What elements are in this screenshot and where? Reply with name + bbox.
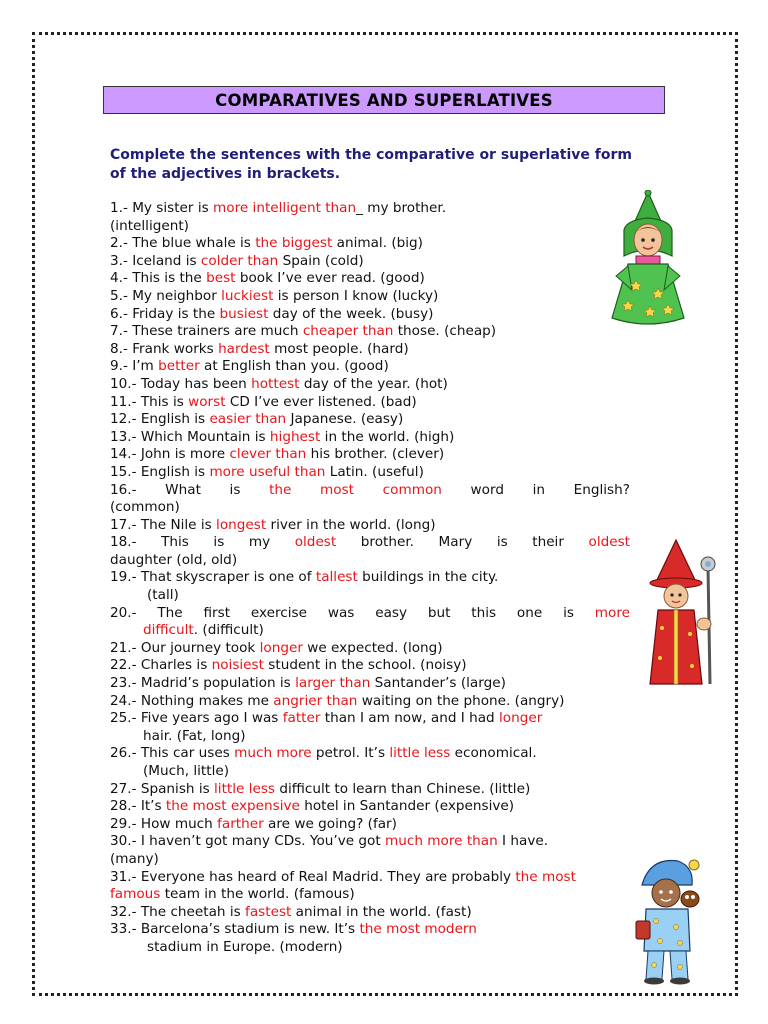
exercise-line <box>110 341 630 359</box>
exercise-item-33 <box>110 921 630 956</box>
answer-text: oldest <box>588 534 630 551</box>
sentence-text: 20.- The first exercise was easy but this one is <box>110 604 595 621</box>
sentence-text: 18.- This is my <box>110 534 295 551</box>
exercise-item-17 <box>110 517 630 535</box>
sentence-text: 25.- Five years ago I was <box>110 710 283 727</box>
exercise-line <box>110 781 630 799</box>
sentence-text: student in the school. (noisy) <box>263 657 467 674</box>
exercise-line <box>110 886 630 904</box>
exercise-line <box>110 482 630 500</box>
exercise-line <box>110 816 630 834</box>
answer-text: the most modern <box>359 921 477 938</box>
exercise-line <box>110 622 630 640</box>
answer-text: cheaper than <box>302 323 394 340</box>
sentence-text: 26.- This car uses <box>110 745 235 762</box>
sentence-text: than I am now, and I had <box>320 710 500 727</box>
answer-text: longest <box>216 516 267 533</box>
answer-text: the most <box>515 868 576 885</box>
exercise-list <box>110 200 630 957</box>
sentence-text: hair. (Fat, long) <box>143 727 246 744</box>
answer-text: clever than <box>229 446 307 463</box>
sentence-text: 16.- What is <box>110 481 270 498</box>
exercise-line <box>110 605 630 623</box>
sentence-text: Japanese. (easy) <box>286 411 404 428</box>
exercise-line <box>110 411 630 429</box>
exercise-item-14 <box>110 446 630 464</box>
exercise-item-25 <box>110 710 630 745</box>
sentence-text: 3.- Iceland is <box>110 252 201 269</box>
sentence-text: 1.- My sister is <box>110 200 214 216</box>
sentence-text: 9.- I’m <box>110 358 159 375</box>
answer-text: busiest <box>219 305 269 322</box>
exercise-line <box>110 376 630 394</box>
sentence-text: Latin. (useful) <box>325 463 424 480</box>
sentence-text: I have. <box>497 833 549 850</box>
answer-text: hardest <box>218 340 270 357</box>
sentence-text: 12.- English is <box>110 411 210 428</box>
exercise-item-16 <box>110 482 630 517</box>
exercise-item-24 <box>110 693 630 711</box>
answer-text: better <box>158 358 200 375</box>
sentence-text: 4.- This is the <box>110 270 207 287</box>
exercise-item-8 <box>110 341 630 359</box>
answer-text: fatter <box>282 710 321 727</box>
answer-text: colder than <box>200 252 279 269</box>
exercise-line <box>110 904 630 922</box>
exercise-item-28 <box>110 798 630 816</box>
exercise-line <box>110 939 630 957</box>
sentence-text: 23.- Madrid’s population is <box>110 675 296 692</box>
exercise-item-2 <box>110 235 630 253</box>
sentence-text: are we going? (far) <box>263 815 397 832</box>
exercise-item-20 <box>110 605 630 640</box>
exercise-item-19 <box>110 569 630 604</box>
sentence-text: his brother. (clever) <box>306 446 445 463</box>
answer-text: larger than <box>295 675 371 692</box>
blue-pajama-child-icon <box>630 855 706 985</box>
sentence-text: buildings in the city. <box>357 569 499 586</box>
exercise-item-9 <box>110 358 630 376</box>
exercise-line <box>110 569 630 587</box>
exercise-item-15 <box>110 464 630 482</box>
answer-text: much more <box>234 745 312 762</box>
exercise-line <box>110 745 630 763</box>
sentence-text: is person I know (lucky) <box>273 287 439 304</box>
exercise-line <box>110 288 630 306</box>
answer-text: hottest <box>251 375 300 392</box>
sentence-text: hotel in Santander (expensive) <box>299 798 515 815</box>
answer-text: angrier than <box>273 692 358 709</box>
exercise-line <box>110 218 630 236</box>
answer-text: little less <box>214 780 276 797</box>
sentence-text: book I’ve ever read. (good) <box>235 270 425 287</box>
sentence-text: 14.- John is more <box>110 446 230 463</box>
exercise-line <box>110 833 630 851</box>
sentence-text: 2.- The blue whale is <box>110 235 256 252</box>
sentence-text: 30.- I haven’t got many CDs. You’ve got <box>110 833 386 850</box>
sentence-text: difficult to learn than Chinese. (little) <box>275 780 531 797</box>
page-title <box>103 86 665 114</box>
exercise-line <box>110 763 630 781</box>
sentence-text: petrol. It’s <box>311 745 390 762</box>
sentence-text: 17.- The Nile is <box>110 516 217 533</box>
sentence-text: economical. <box>450 745 537 762</box>
answer-text: highest <box>269 428 321 445</box>
answer-text: worst <box>188 393 226 410</box>
sentence-text: word in English? <box>441 481 630 498</box>
exercise-line <box>110 675 630 693</box>
exercise-item-13 <box>110 429 630 447</box>
exercise-item-22 <box>110 657 630 675</box>
sentence-text: 10.- Today has been <box>110 375 252 392</box>
exercise-line <box>110 534 630 552</box>
answer-text: little less <box>389 745 451 762</box>
exercise-item-10 <box>110 376 630 394</box>
exercise-item-27 <box>110 781 630 799</box>
answer-text: more <box>594 604 630 621</box>
exercise-line <box>110 517 630 535</box>
exercise-line <box>110 552 630 570</box>
sentence-text: 22.- Charles is <box>110 657 212 674</box>
sentence-text: at English than you. (good) <box>199 358 389 375</box>
sentence-text: team in the world. (famous) <box>160 886 355 903</box>
exercise-line <box>110 693 630 711</box>
exercise-item-11 <box>110 394 630 412</box>
exercise-item-31 <box>110 869 630 904</box>
answer-text: oldest <box>294 534 337 551</box>
answer-text: luckiest <box>221 287 274 304</box>
exercise-item-30 <box>110 833 630 868</box>
exercise-line <box>110 921 630 939</box>
sentence-text: most people. (hard) <box>269 340 409 357</box>
exercise-line <box>110 253 630 271</box>
exercise-line <box>110 710 630 728</box>
sentence-text: (common) <box>110 499 180 516</box>
answer-text: famous <box>110 886 161 903</box>
exercise-item-32 <box>110 904 630 922</box>
exercise-item-7 <box>110 323 630 341</box>
answer-text: fastest <box>245 903 292 920</box>
sentence-text: (many) <box>110 850 159 867</box>
exercise-item-23 <box>110 675 630 693</box>
sentence-text: 31.- Everyone has heard of Real Madrid. They are probably <box>110 868 516 885</box>
sentence-text: 32.- The cheetah is <box>110 903 246 920</box>
answer-text: more intelligent than <box>213 200 357 216</box>
sentence-text: _ my brother. <box>356 200 447 216</box>
sentence-text: Spain (cold) <box>278 252 364 269</box>
exercise-line <box>110 270 630 288</box>
sentence-text: 13.- Which Mountain is <box>110 428 270 445</box>
sentence-text: Santander’s (large) <box>370 675 506 692</box>
sentence-text: day of the week. (busy) <box>268 305 434 322</box>
exercise-line <box>110 640 630 658</box>
exercise-item-6 <box>110 306 630 324</box>
exercise-item-4 <box>110 270 630 288</box>
answer-text: longer <box>499 710 543 727</box>
sentence-text: animal in the world. (fast) <box>291 903 472 920</box>
sentence-text: 7.- These trainers are much <box>110 323 303 340</box>
sentence-text: we expected. (long) <box>302 639 443 656</box>
sentence-text: 8.- Frank works <box>110 340 219 357</box>
exercise-item-18 <box>110 534 630 569</box>
exercise-item-29 <box>110 816 630 834</box>
answer-text: difficult <box>143 622 194 639</box>
sentence-text: those. (cheap) <box>393 323 497 340</box>
exercise-line <box>110 587 630 605</box>
sentence-text: daughter (old, old) <box>110 551 238 568</box>
sentence-text: waiting on the phone. (angry) <box>357 692 565 709</box>
exercise-item-5 <box>110 288 630 306</box>
answer-text: the most expensive <box>165 798 300 815</box>
exercise-line <box>110 657 630 675</box>
answer-text: the most common <box>269 481 442 498</box>
exercise-line <box>110 464 630 482</box>
exercise-line <box>110 358 630 376</box>
answer-text: much more than <box>385 833 498 850</box>
sentence-text: day of the year. (hot) <box>299 375 448 392</box>
answer-text: noisiest <box>211 657 264 674</box>
exercise-item-26 <box>110 745 630 780</box>
exercise-item-12 <box>110 411 630 429</box>
sentence-text: 15.- English is <box>110 463 210 480</box>
answer-text: best <box>206 270 236 287</box>
sentence-text: animal. (big) <box>332 235 423 252</box>
sentence-text: . (difficult) <box>193 622 264 639</box>
sentence-text: (tall) <box>147 587 179 604</box>
sentence-text: 11.- This is <box>110 393 189 410</box>
exercise-item-3 <box>110 253 630 271</box>
answer-text: the biggest <box>255 235 333 252</box>
sentence-text: 33.- Barcelona’s stadium is new. It’s <box>110 921 360 938</box>
sentence-text: 19.- That skyscraper is one of <box>110 569 316 586</box>
answer-text: longer <box>259 639 303 656</box>
sentence-text: stadium in Europe. (modern) <box>147 938 343 955</box>
answer-text: tallest <box>315 569 358 586</box>
answer-text: more useful than <box>209 463 326 480</box>
sentence-text: (Much, little) <box>143 763 230 779</box>
sentence-text: (intelligent) <box>110 217 189 234</box>
sentence-text: 27.- Spanish is <box>110 780 215 797</box>
instructions: Complete the sentences with the comparative or superlative form of the adjectives in brackets. <box>110 147 632 182</box>
exercise-line <box>110 499 630 517</box>
exercise-line <box>110 798 630 816</box>
exercise-line <box>110 323 630 341</box>
exercise-line <box>110 728 630 746</box>
sentence-text: 24.- Nothing makes me <box>110 692 274 709</box>
sentence-text: brother. Mary is their <box>336 534 589 551</box>
sentence-text: 28.- It’s <box>110 798 166 815</box>
sentence-text: river in the world. (long) <box>266 516 436 533</box>
sentence-text: 21.- Our journey took <box>110 639 260 656</box>
exercise-line <box>110 394 630 412</box>
answer-text: farther <box>217 815 264 832</box>
exercise-line <box>110 851 630 869</box>
sentence-text: 29.- How much <box>110 815 218 832</box>
exercise-line <box>110 200 630 218</box>
sentence-text: 6.- Friday is the <box>110 305 220 322</box>
sentence-text: in the world. (high) <box>320 428 455 445</box>
exercise-item-21 <box>110 640 630 658</box>
exercise-line <box>110 429 630 447</box>
green-elf-girl-icon <box>606 190 690 330</box>
exercise-item-1 <box>110 200 630 235</box>
page-title-text: COMPARATIVES AND SUPERLATIVES <box>215 90 553 110</box>
exercise-line <box>110 306 630 324</box>
red-wizard-icon <box>646 538 722 688</box>
answer-text: easier than <box>209 411 287 428</box>
sentence-text: 5.- My neighbor <box>110 287 222 304</box>
sentence-text: CD I’ve ever listened. (bad) <box>225 393 417 410</box>
exercise-line <box>110 235 630 253</box>
exercise-line <box>110 446 630 464</box>
exercise-line <box>110 869 630 887</box>
